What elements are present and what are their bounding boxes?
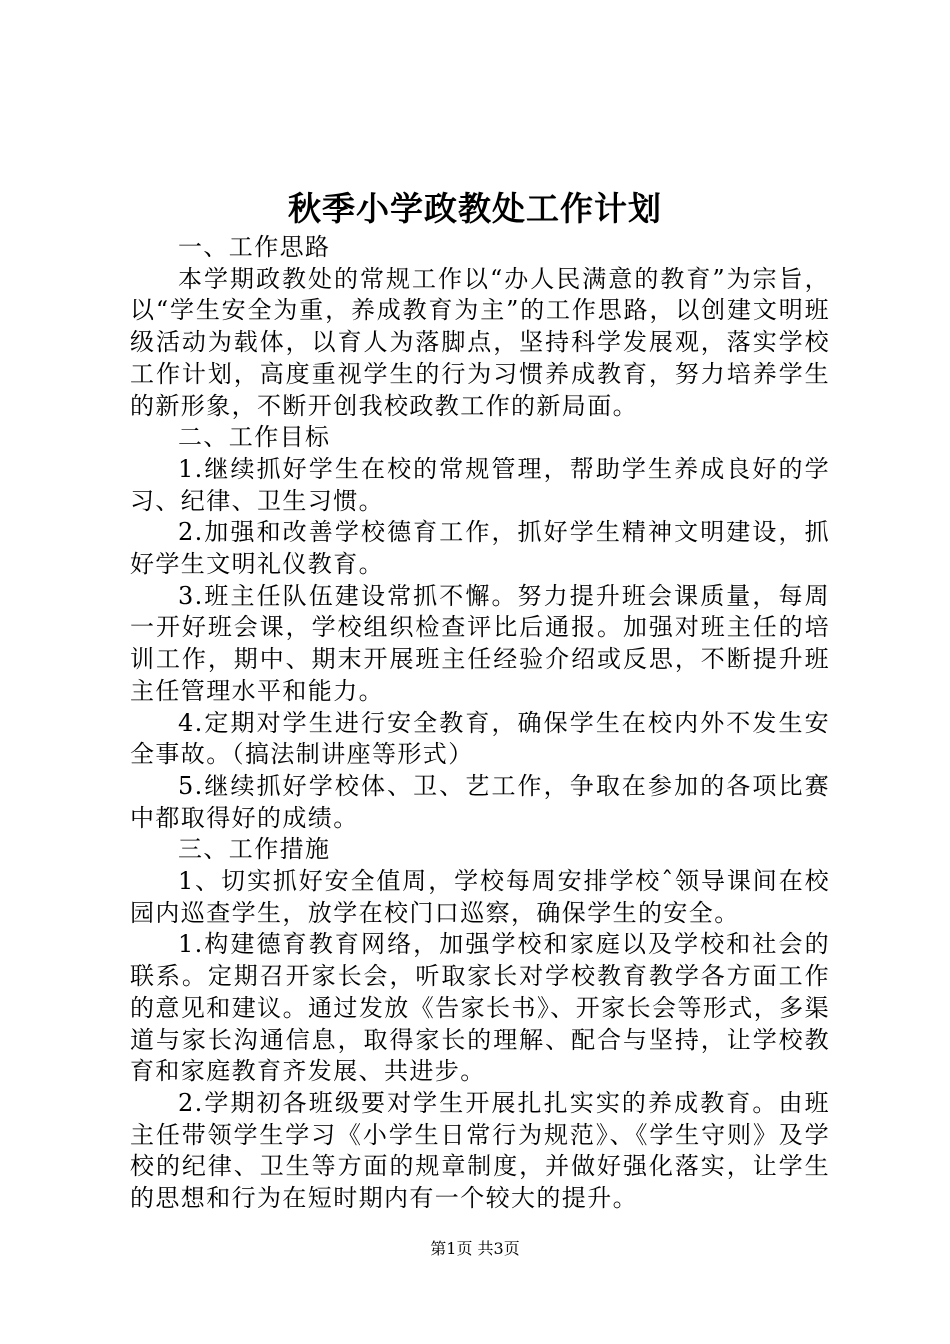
goal-item-3: 3.班主任队伍建设常抓不懈。努力提升班会课质量，每周一开好班会课，学校组织检查评比后通报。加强对班主任的培训工作，期中、期末开展班主任经验介绍或反思，不断提升班主任管理水平和能力。 bbox=[130, 581, 830, 705]
goal-item-4: 4.定期对学生进行安全教育，确保学生在校内外不发生安全事故。（搞法制讲座等形式） bbox=[130, 708, 830, 769]
document-title: 秋季小学政教处工作计划 bbox=[288, 189, 662, 228]
section-heading-goals: 二、工作目标 bbox=[178, 423, 331, 452]
measure-item-1: 1.构建德育教育网络，加强学校和家庭以及学校和社会的联系。定期召开家长会，听取家长对学校教育教学各方面工作的意见和建议。通过发放《告家长书》、开家长会等形式，多渠道与家长沟通信息，取得家长的理解、配合与坚持，让学校教育和家庭教育齐发展、共进步。 bbox=[130, 930, 830, 1086]
document-body bbox=[130, 232, 830, 1215]
goal-item-1: 1.继续抓好学生在校的常规管理，帮助学生养成良好的学习、纪律、卫生习惯。 bbox=[130, 454, 830, 515]
goal-item-5: 5.继续抓好学校体、卫、艺工作，争取在参加的各项比赛中都取得好的成绩。 bbox=[130, 771, 830, 832]
measure-item-safety: 1、切实抓好安全值周，学校每周安排学校ˆ领导课间在校园内巡查学生，放学在校门口巡察，确保学生的安全。 bbox=[130, 867, 830, 927]
goal-item-2: 2.加强和改善学校德育工作，抓好学生精神文明建设，抓好学生文明礼仪教育。 bbox=[130, 518, 830, 579]
page-footer: 第1页 共3页 bbox=[430, 1239, 520, 1258]
section-heading-ideas: 一、工作思路 bbox=[178, 233, 331, 261]
section-heading-measures: 三、工作措施 bbox=[178, 835, 331, 864]
paragraph-ideas: 本学期政教处的常规工作以“办人民满意的教育”为宗旨，以“学生安全为重，养成教育为主”的工作思路，以创建文明班级活动为载体，以育人为落脚点，坚持科学发展观，落实学校工作计划，高度重视学生的行为习惯养成教育，努力培养学生的新形象，不断开创我校政教工作的新局面。 bbox=[130, 264, 830, 420]
measure-item-2: 2.学期初各班级要对学生开展扎扎实实的养成教育。由班主任带领学生学习《小学生日常行为规范》、《学生守则》及学校的纪律、卫生等方面的规章制度，并做好强化落实，让学生的思想和行为在短时期内有一个较大的提升。 bbox=[130, 1088, 830, 1213]
